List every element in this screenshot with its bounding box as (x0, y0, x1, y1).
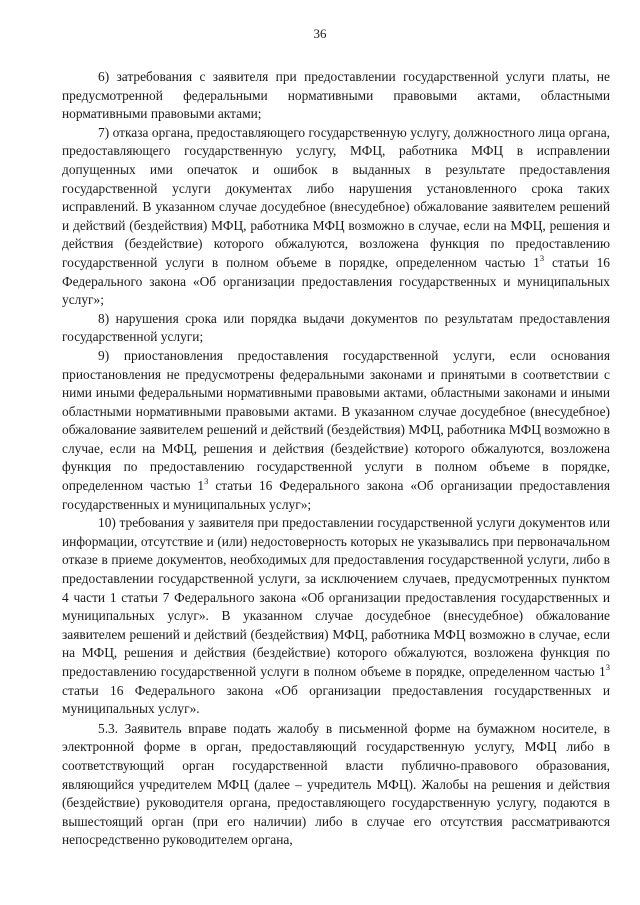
paragraph-5-3: 5.3. Заявитель вправе подать жалобу в письменной форме на бумажном носителе, в электронной форме в орган, предоставляющий государственную услугу, МФЦ либо в соответствующий орган государственной власти публично-правового образования, являющийся учредителем МФЦ (далее – учредитель МФЦ). Жалобы на решения и действия (бездействие) руководителя органа, предоставляющего государственную услугу, подаются в вышестоящий орган (при его наличии) либо в случае его отсутствия рассматриваются непосредственно руководителем органа, (62, 720, 610, 848)
superscript: 3 (539, 252, 545, 263)
paragraph-item-9-text: 9) приостановления предоставления государственной услуги, если основания приостановления не предусмотрены федеральными законами и принятыми в соответствии с ними иными федеральными нормативными правовыми актами, областными законами и иными областными нормативными правовыми актами. В указанном случае досудебное (внесудебное) обжалование заявителем решений и действий (бездействия) МФЦ, работника МФЦ возможно в случае, если на МФЦ, решения и действия (бездействие) которого обжалуются, возложена функция по предоставлению государственной услуги в полном объеме в порядке, определенном частью 1 (62, 347, 610, 494)
superscript: 3 (204, 476, 209, 487)
document-body (62, 68, 610, 850)
paragraph-item-9 (62, 347, 610, 514)
paragraph-item-8: 8) нарушения срока или порядка выдачи документов по результатам предоставления государственной услуги; (62, 310, 610, 345)
paragraph-item-9-tail: статьи 16 Федерального закона «Об организации предоставления государственных и муниципальных услуг»; (62, 478, 610, 512)
paragraph-item-7 (62, 124, 610, 310)
paragraph-item-7-text: 7) отказа органа, предоставляющего государственную услугу, должностного лица органа, предоставляющего государственную услугу, МФЦ, работника МФЦ в исправлении допущенных ими опечаток и ошибок в выданных в результате предоставления государственной услуги документах либо нарушения установленного срока таких исправлений. В указанном случае досудебное (внесудебное) обжалование заявителем решений и действий (бездействия) МФЦ, работника МФЦ возможно в случае, если на МФЦ, решения и действия (бездействие) которого обжалуются, возложена функция по предоставлению государственной услуги в полном объеме в порядке, определенном частью 1 (62, 124, 610, 270)
page-number: 36 (313, 26, 327, 41)
paragraph-item-10 (62, 514, 610, 719)
superscript: 3 (605, 662, 610, 672)
paragraph-item-10-tail: статьи 16 Федерального закона «Об организации предоставления государственных и муниципальных услуг». (62, 682, 610, 717)
paragraph-item-10-text: 10) требования у заявителя при предоставлении государственной услуги документов или информации, отсутствие и (или) недостоверность которых не указывались при первоначальном отказе в приеме документов, необходимых для предоставления государственной услуги, либо в предоставлении государственной услуги, за исключением случаев, предусмотренных пунктом 4 части 1 статьи 7 Федерального закона «Об организации предоставления государственных и муниципальных услуг». В указанном случае досудебное (внесудебное) обжалование заявителем решений и действий (бездействия) МФЦ, работника МФЦ возможно в случае, если на МФЦ, решения и действия (бездействие) которого обжалуются, возложена функция по предоставлению государственной услуги в полном объеме в порядке, определенном частью 1 (62, 515, 610, 679)
paragraph-item-7-tail: статьи 16 Федерального закона «Об организации предоставления государственных и муниципальных услуг»; (62, 254, 610, 308)
paragraph-item-6: 6) затребования с заявителя при предоставлении государственной услуги платы, не предусмотренной федеральными нормативными правовыми актами, областными нормативными правовыми актами; (62, 69, 610, 122)
